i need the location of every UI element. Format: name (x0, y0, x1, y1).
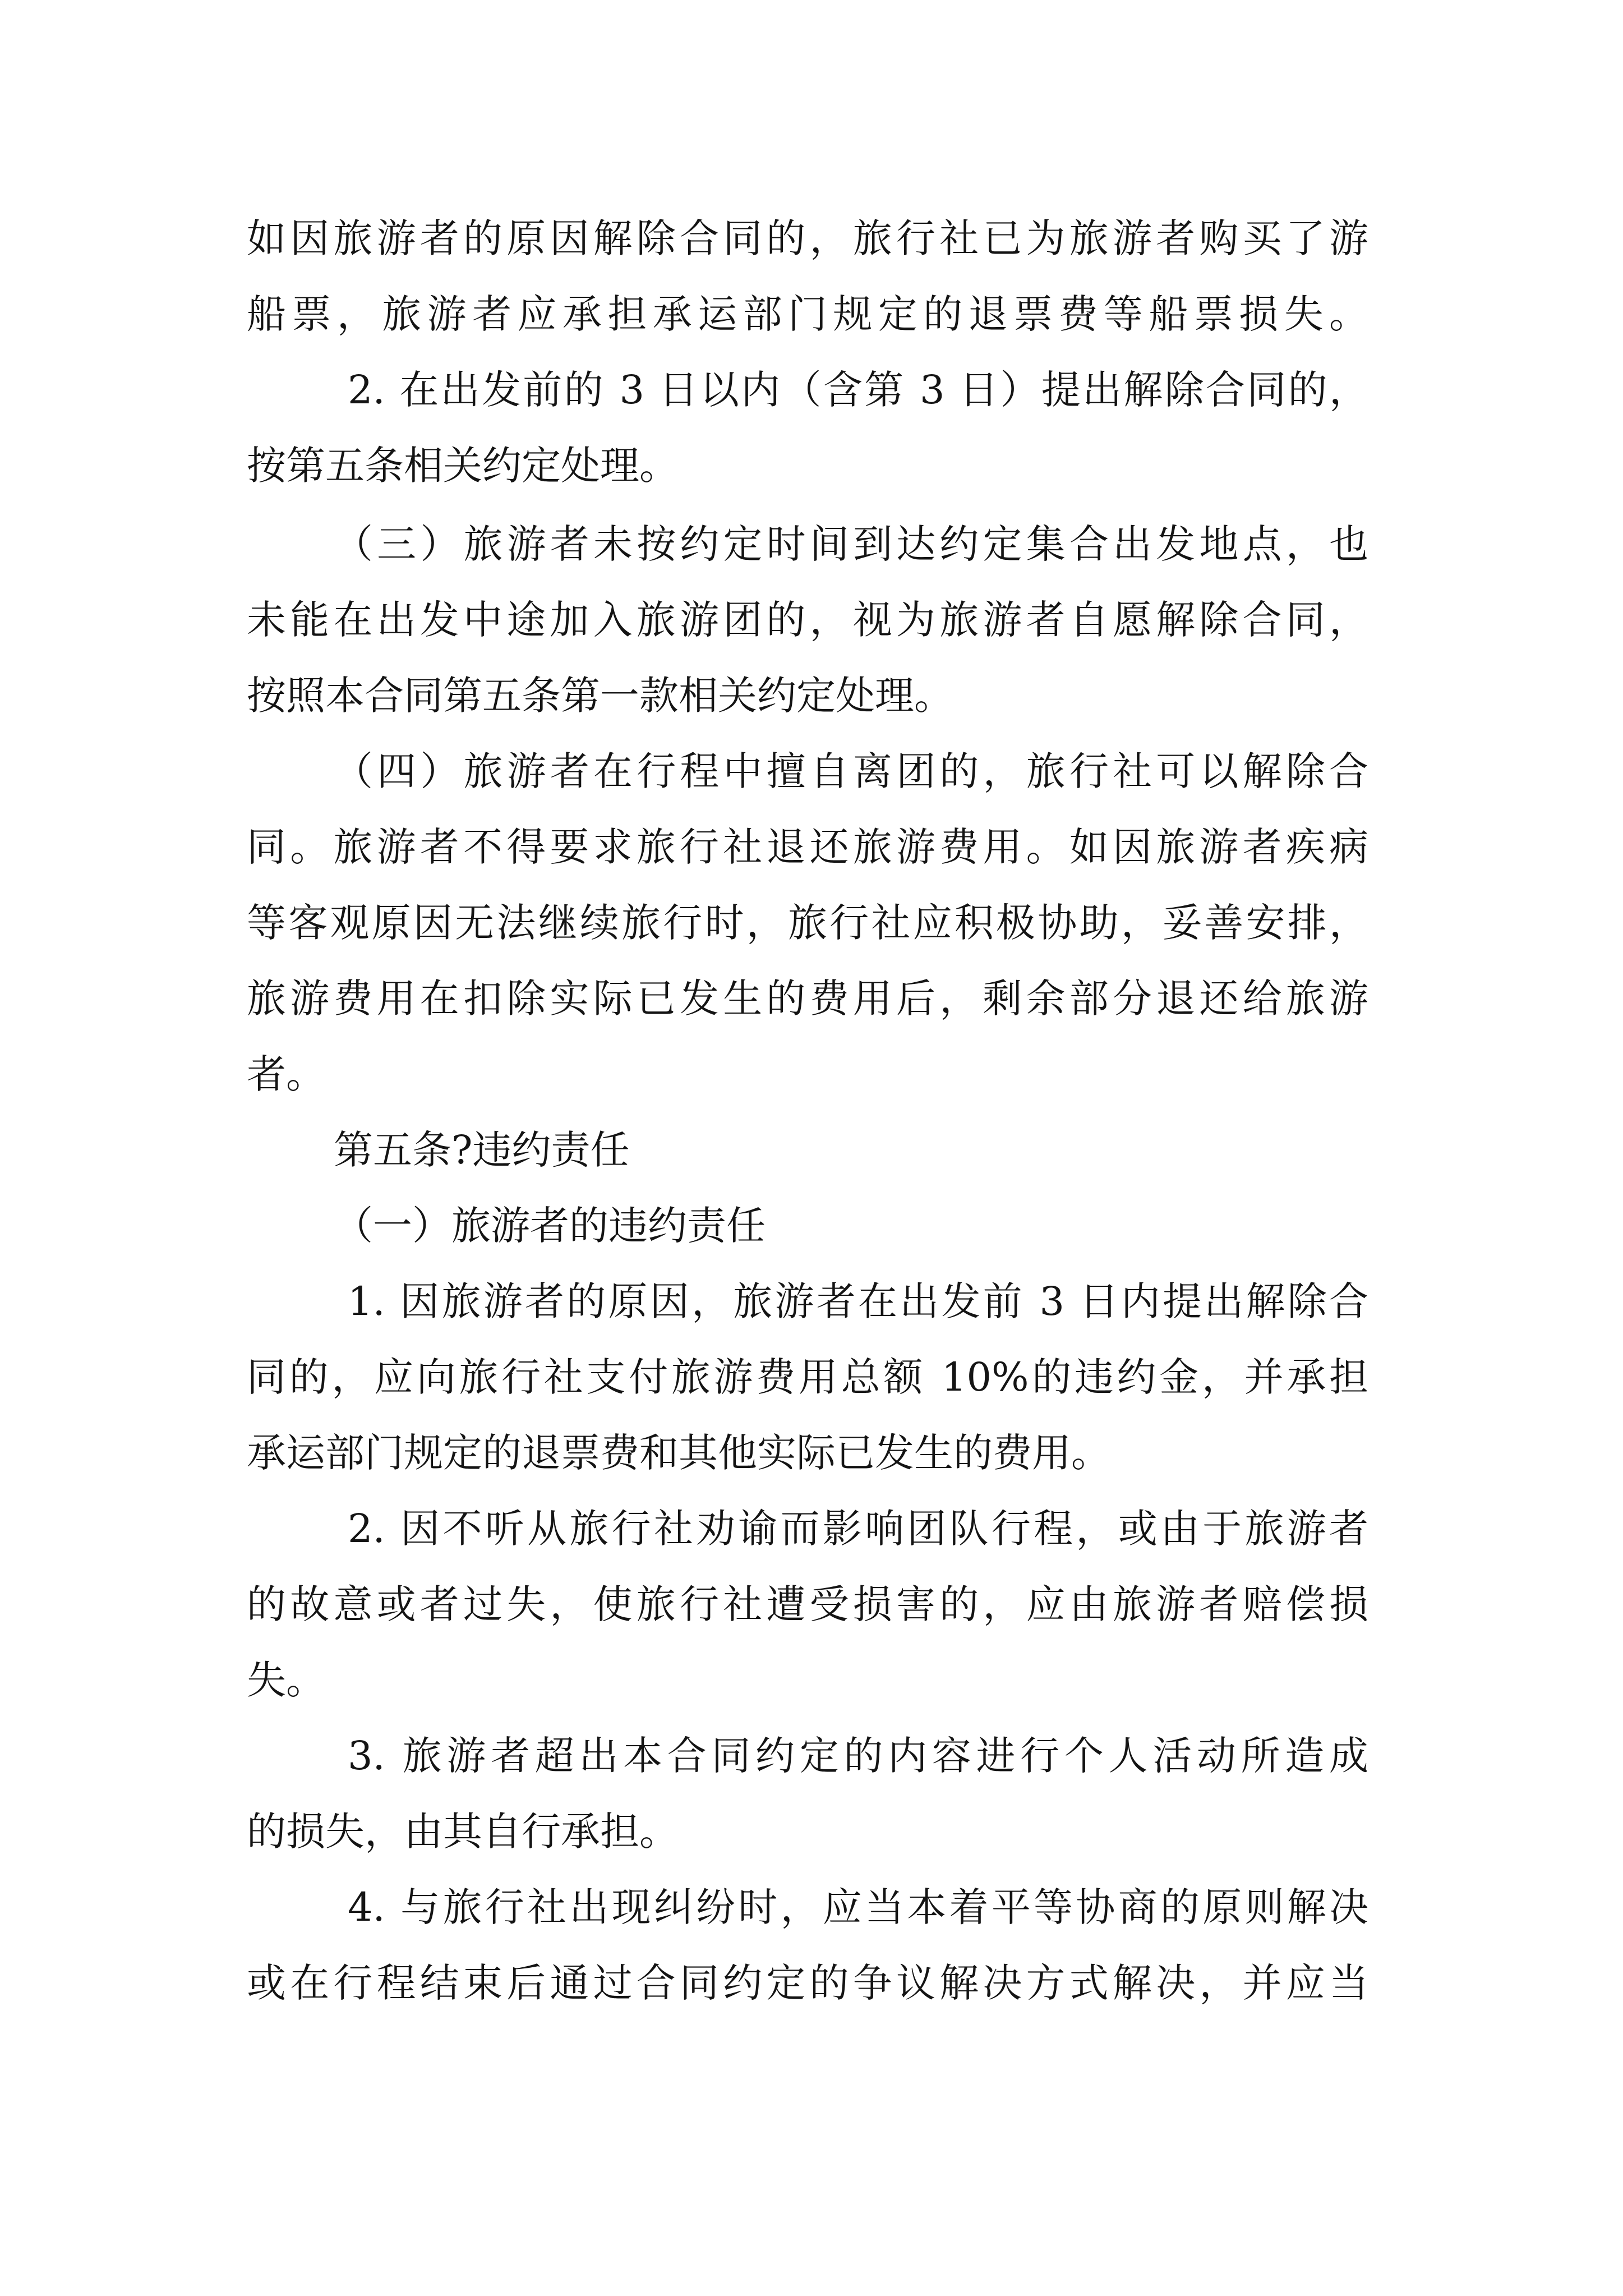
text-line: 等客观原因无法继续旅行时，旅行社应积极协助，妥善安排， (247, 900, 1368, 946)
text-line: 旅游费用在扣除实际已发生的费用后，剩余部分退还给旅游 (247, 976, 1368, 1022)
text-line: 如因旅游者的原因解除合同的，旅行社已为旅游者购买了游 (247, 215, 1368, 261)
text-line: 的损失，由其自行承担。 (247, 1809, 679, 1855)
text-line: 2. 因不听从旅行社劝谕而影响团队行程，或由于旅游者 (348, 1506, 1368, 1552)
section-heading: 第五条?违约责任 (334, 1127, 630, 1173)
text-line: 失。 (247, 1657, 325, 1703)
text-line: 同。旅游者不得要求旅行社退还旅游费用。如因旅游者疾病 (247, 824, 1368, 870)
text-line: 船票，旅游者应承担承运部门规定的退票费等船票损失。 (247, 291, 1368, 337)
text-line: 者。 (247, 1051, 325, 1097)
text-line: 按照本合同第五条第一款相关约定处理。 (247, 673, 953, 719)
text-line: 4. 与旅行社出现纠纷时，应当本着平等协商的原则解决 (348, 1884, 1368, 1930)
text-line: 承运部门规定的退票费和其他实际已发生的费用。 (247, 1430, 1110, 1476)
text-line: 3. 旅游者超出本合同约定的内容进行个人活动所造成 (348, 1733, 1368, 1779)
text-line: 同的，应向旅行社支付旅游费用总额 10%的违约金，并承担 (247, 1354, 1368, 1400)
text-line: （三）旅游者未按约定时间到达约定集合出发地点，也 (334, 521, 1368, 567)
text-line: 2. 在出发前的 3 日以内（含第 3 日）提出解除合同的， (348, 367, 1368, 413)
text-line: 的故意或者过失，使旅行社遭受损害的，应由旅游者赔偿损 (247, 1581, 1368, 1627)
subsection-heading: （一）旅游者的违约责任 (334, 1203, 766, 1249)
text-line: 1. 因旅游者的原因，旅游者在出发前 3 日内提出解除合 (348, 1278, 1368, 1324)
text-line: 按第五条相关约定处理。 (247, 443, 679, 489)
text-line: 或在行程结束后通过合同约定的争议解决方式解决，并应当 (247, 1960, 1368, 2006)
text-line: （四）旅游者在行程中擅自离团的，旅行社可以解除合 (334, 748, 1368, 794)
text-line: 未能在出发中途加入旅游团的，视为旅游者自愿解除合同， (247, 597, 1368, 643)
